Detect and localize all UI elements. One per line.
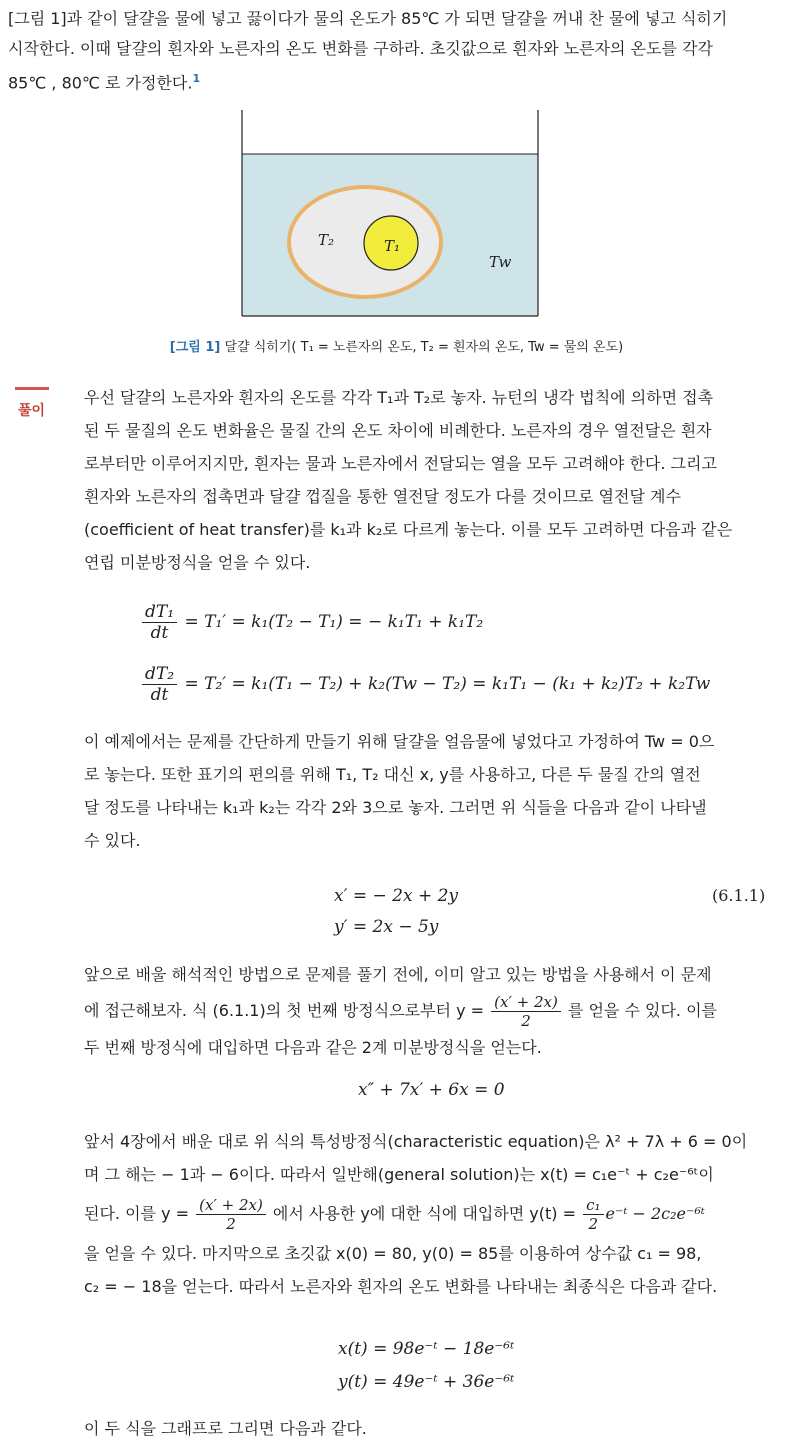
fraction-dT1-dt: $\frac{\text{dT₁}}{dt}$	[142, 602, 177, 643]
p3-line-3: 두 번째 방정식에 대입하면 다음과 같은 2계 미분방정식을 얻는다.	[84, 1038, 542, 1057]
p1-line-5: (coefficient of heat transfer)를 k₁과 k₂로 다르게 놓는다. 이를 모두 고려하면 다음과 같은	[84, 520, 733, 539]
paragraph-3	[84, 958, 768, 1064]
label-Tw: Tw	[489, 253, 512, 271]
p3-line-2	[84, 991, 768, 1031]
p5-line-1: 이 두 식을 그래프로 그리면 다음과 같다.	[84, 1419, 367, 1438]
equation-dT2-rhs: = T₂′ = k₁(T₁ − T₂) + k₂(Tw − T₂) = k₁T₁ − (k₁ + k₂)T₂ + k₂Tw	[184, 674, 711, 694]
p2-line-4: 수 있다.	[84, 831, 141, 850]
problem-statement	[8, 4, 786, 98]
final-solution-y: y(t) = 49e⁻ᵗ + 36e⁻⁶ᵗ	[338, 1372, 515, 1392]
system-eq-x: x′ = − 2x + 2y	[334, 886, 459, 906]
paragraph-1	[84, 381, 768, 579]
egg-cooling-figure	[240, 110, 540, 320]
problem-line-3-text: 85℃ , 80℃ 로 가정한다.	[8, 73, 193, 93]
p4-line-3	[84, 1191, 768, 1237]
p2-line-2: 로 놓는다. 또한 표기의 편의를 위해 T₁, T₂ 대신 x, y를 사용하고, 다른 두 물질 간의 열전	[84, 765, 701, 784]
p1-line-6: 연립 미분방정식을 얻을 수 있다.	[84, 553, 311, 572]
p3-line-2-a: 에 접근해보자. 식 (6.1.1)의 첫 번째 방정식으로부터 y =	[84, 1001, 485, 1020]
fraction-c1-over-2: $\frac{\text{c₁}}{2}$	[583, 1196, 603, 1233]
equation-number: (6.1.1)	[712, 886, 766, 905]
p2-line-3: 달 정도를 나타내는 k₁과 k₂는 각각 2와 3으로 놓자. 그러면 위 식들을 다음과 같이 나타낼	[84, 798, 707, 817]
equation-dT2	[140, 664, 710, 705]
problem-line-1: [그림 1]과 같이 달걀을 물에 넣고 끓이다가 물의 온도가 85℃ 가 되면 달걀을 꺼내 찬 물에 넣고 식히기	[8, 9, 728, 28]
p4-line-4: 을 얻을 수 있다. 마지막으로 초깃값 x(0) = 80, y(0) = 85를 이용하여 상수값 c₁ = 98,	[84, 1244, 702, 1263]
p1-line-1: 우선 달걀의 노른자와 흰자의 온도를 각각 T₁과 T₂로 놓자. 뉴턴의 냉각 법칙에 의하면 접촉	[84, 388, 714, 407]
p4-line-2: 며 그 해는 − 1과 − 6이다. 따라서 일반해(general solution)는 x(t) = c₁e⁻ᵗ + c₂e⁻⁶ᵗ이	[84, 1165, 714, 1184]
p1-line-2: 된 두 물질의 온도 변화율은 물질 간의 온도 차이에 비례한다. 노른자의 경우 열전달은 흰자	[84, 421, 712, 440]
system-eq-y: y′ = 2x − 5y	[334, 917, 439, 937]
caption-label: [그림 1]	[169, 340, 221, 355]
p4-line-3-b: 에서 사용한 y에 대한 식에 대입하면 y(t) =	[272, 1204, 577, 1223]
fraction-y-expression: $\frac{(x' + 2x)}{2}$	[196, 1196, 266, 1233]
final-solution-x: x(t) = 98e⁻ᵗ − 18e⁻⁶ᵗ	[338, 1339, 515, 1359]
equation-dT1-rhs: = T₁′ = k₁(T₂ − T₁) = − k₁T₁ + k₁T₂	[184, 612, 484, 632]
p4-line-3-a: 된다. 이를 y =	[84, 1204, 190, 1223]
label-T1: T₁	[384, 237, 401, 255]
paragraph-2	[84, 725, 768, 857]
solution-marker-bar	[15, 387, 49, 390]
caption-text: 달걀 식히기( T₁ = 노른자의 온도, T₂ = 흰자의 온도, Tw = 물의 온도)	[224, 340, 624, 355]
paragraph-5	[84, 1412, 768, 1445]
p4-line-1: 앞서 4장에서 배운 대로 위 식의 특성방정식(characteristic equation)은 λ² + 7λ + 6 = 0이	[84, 1132, 748, 1151]
fraction-y-substitution: $\frac{(x' + 2x)}{2}$	[491, 993, 561, 1030]
solution-tag: 풀이	[18, 403, 46, 419]
p1-line-4: 흰자와 노른자의 접촉면과 달걀 껍질을 통한 열전달 정도가 다를 것이므로 열전달 계수	[84, 487, 681, 506]
p4-line-5: c₂ = − 18을 얻는다. 따라서 노른자와 흰자의 온도 변화를 나타내는 최종식은 다음과 같다.	[84, 1277, 718, 1296]
p4-line-3-c: e⁻ᵗ − 2c₂e⁻⁶ᵗ	[605, 1204, 705, 1223]
second-order-ode: x″ + 7x′ + 6x = 0	[358, 1080, 505, 1100]
problem-line-3	[8, 64, 786, 98]
p3-line-2-b: 를 얻을 수 있다. 이를	[567, 1001, 718, 1020]
figure-caption	[0, 336, 793, 355]
footnote-mark: 1	[192, 72, 201, 85]
fraction-dT2-dt: $\frac{\text{dT₂}}{dt}$	[142, 664, 177, 705]
p1-line-3: 로부터만 이루어지지만, 흰자는 물과 노른자에서 전달되는 열을 모두 고려해야 한다. 그리고	[84, 454, 717, 473]
label-T2: T₂	[318, 231, 335, 249]
p2-line-1: 이 예제에서는 문제를 간단하게 만들기 위해 달걀을 얼음물에 넣었다고 가정하여 Tw = 0으	[84, 732, 715, 751]
paragraph-4	[84, 1125, 768, 1303]
problem-line-2: 시작한다. 이때 달걀의 흰자와 노른자의 온도 변화를 구하라. 초깃값으로 흰자와 노른자의 온도를 각각	[8, 39, 713, 58]
equation-dT1	[140, 602, 483, 643]
p3-line-1: 앞으로 배울 해석적인 방법으로 문제를 풀기 전에, 이미 알고 있는 방법을 사용해서 이 문제	[84, 965, 712, 984]
